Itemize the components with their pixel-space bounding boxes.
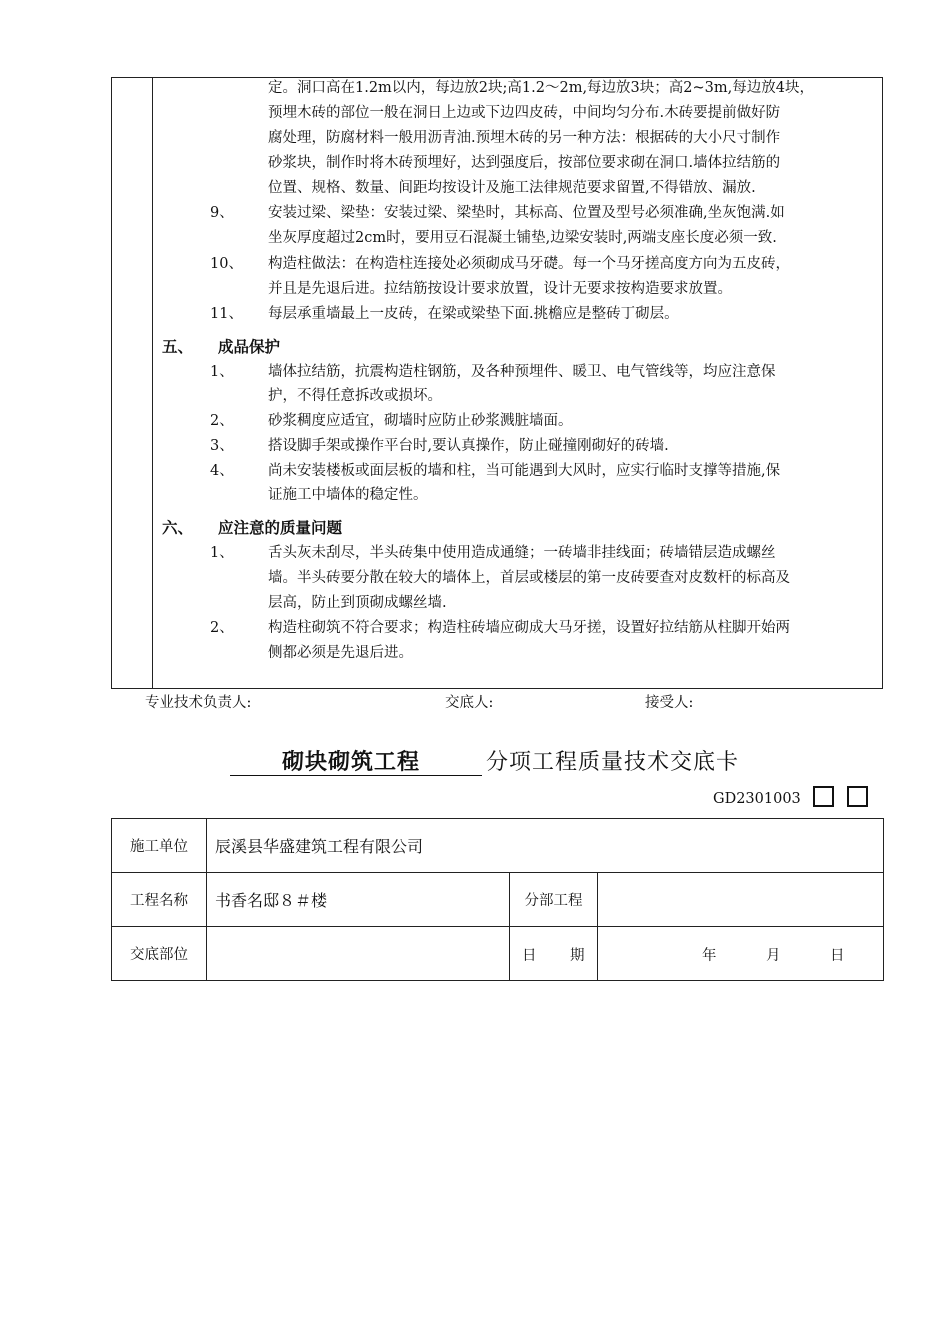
text-line: 砂浆稠度应适宜，砌墙时应防止砂浆溅脏墙面。 bbox=[268, 413, 573, 429]
item-number: 1、 bbox=[210, 364, 234, 380]
text-line: 并且是先退后进。拉结筋按设计要求放置，设计无要求按构造要求放置。 bbox=[268, 281, 732, 297]
info-table bbox=[111, 818, 884, 981]
item-number: 2、 bbox=[210, 620, 234, 636]
section-number: 五、 bbox=[162, 338, 194, 356]
checkbox-2[interactable] bbox=[847, 786, 868, 807]
title-project-type: 砌块砌筑工程 bbox=[282, 750, 421, 775]
section-number: 六、 bbox=[162, 519, 194, 537]
text-line: 搭设脚手架或操作平台时,要认真操作，防止碰撞刚砌好的砖墙. bbox=[268, 438, 669, 454]
text-line: 证施工中墙体的稳定性。 bbox=[268, 487, 428, 503]
text-line: 构造柱做法：在构造柱连接处必须砌成马牙礎。每一个马牙搓高度方向为五皮砖， bbox=[268, 256, 790, 272]
text-line: 护，不得任意拆改或损坏。 bbox=[268, 388, 442, 404]
date-value[interactable] bbox=[598, 927, 884, 981]
document-code: GD2301003 bbox=[713, 791, 801, 807]
text-line: 预埋木砖的部位一般在洞日上边或下边四皮砖，中间均匀分布.木砖要提前做好防 bbox=[268, 105, 781, 121]
date-label-a: 日 bbox=[522, 948, 537, 964]
item-number: 3、 bbox=[210, 438, 234, 454]
table-row bbox=[112, 927, 884, 981]
unit-label: 施工单位 bbox=[112, 819, 207, 873]
item-number: 10、 bbox=[210, 256, 243, 272]
card-title bbox=[0, 745, 950, 779]
checkbox-1[interactable] bbox=[813, 786, 834, 807]
text-line: 坐灰厚度超过2cm时，要用豆石混凝土铺垫,边梁安装时,两端支座长度必须一致. bbox=[268, 230, 777, 246]
text-line: 定。洞口高在1.2m以内，每边放2块;高1.2～2m,每边放3块；高2~3m,每边放4块， bbox=[268, 80, 814, 96]
date-label bbox=[510, 927, 598, 981]
item-number: 11、 bbox=[210, 306, 243, 322]
text-line: 每层承重墙最上一皮砖，在梁或梁垫下面.挑檐应是整砖丁砌层。 bbox=[268, 306, 679, 322]
text-line: 墙。半头砖要分散在较大的墙体上，首层或楼层的第一皮砖要查对皮数杆的标高及 bbox=[268, 570, 790, 586]
text-line: 安装过梁、梁垫：安装过梁、梁垫时，其标高、位置及型号必须准确,坐灰饱满.如 bbox=[268, 205, 785, 221]
text-line: 腐处理，防腐材料一般用沥青油.预埋木砖的另一种方法：根据砖的大小尺寸制作 bbox=[268, 130, 781, 146]
receiver-signature-label: 接受人: bbox=[645, 695, 694, 711]
project-value[interactable]: 书香名邸８＃楼 bbox=[207, 873, 510, 927]
text-line: 墙体拉结筋，抗震构造柱钢筋，及各种预埋件、暖卫、电气管线等，均应注意保 bbox=[268, 364, 776, 380]
date-label-b: 期 bbox=[570, 948, 585, 964]
text-line: 侧都必须是先退后进。 bbox=[268, 645, 413, 661]
text-line: 尚未安装楼板或面层板的墙和柱，当可能遇到大风时，应实行临时支撑等措施,保 bbox=[268, 463, 781, 479]
text-line: 层高，防止到顶砌成螺丝墙. bbox=[268, 595, 447, 611]
item-number: 2、 bbox=[210, 413, 234, 429]
text-line: 舌头灰未刮尽，半头砖集中使用造成通缝；一砖墙非挂线面；砖墙错层造成螺丝 bbox=[268, 545, 776, 561]
subproject-label: 分部工程 bbox=[510, 873, 598, 927]
subproject-value[interactable] bbox=[598, 873, 884, 927]
section-title: 应注意的质量问题 bbox=[218, 519, 343, 537]
unit-value[interactable]: 辰溪县华盛建筑工程有限公司 bbox=[207, 819, 884, 873]
month-label: 月 bbox=[766, 948, 781, 964]
tech-lead-signature-label: 专业技术负责人: bbox=[145, 695, 252, 711]
item-number: 1、 bbox=[210, 545, 234, 561]
item-number: 4、 bbox=[210, 463, 234, 479]
part-value[interactable] bbox=[207, 927, 510, 981]
part-label: 交底部位 bbox=[112, 927, 207, 981]
section-title: 成品保护 bbox=[218, 338, 281, 356]
handover-signature-label: 交底人: bbox=[445, 695, 494, 711]
text-line: 砂浆块，制作时将木砖预埋好，达到强度后，按部位要求砌在洞口.墙体拉结筋的 bbox=[268, 155, 781, 171]
text-line: 构造柱砌筑不符合要求；构造柱砖墙应砌成大马牙搓，设置好拉结筋从柱脚开始两 bbox=[268, 620, 790, 636]
title-card-name: 分项工程质量技术交底卡 bbox=[486, 750, 740, 775]
project-label: 工程名称 bbox=[112, 873, 207, 927]
text-line: 位置、规格、数量、间距均按设计及施工法律规范要求留置,不得错放、漏放. bbox=[268, 180, 756, 196]
table-row bbox=[112, 819, 884, 873]
year-label: 年 bbox=[702, 948, 717, 964]
item-number: 9、 bbox=[210, 205, 234, 221]
day-label: 日 bbox=[830, 948, 845, 964]
table-row bbox=[112, 873, 884, 927]
column-divider bbox=[152, 78, 153, 688]
